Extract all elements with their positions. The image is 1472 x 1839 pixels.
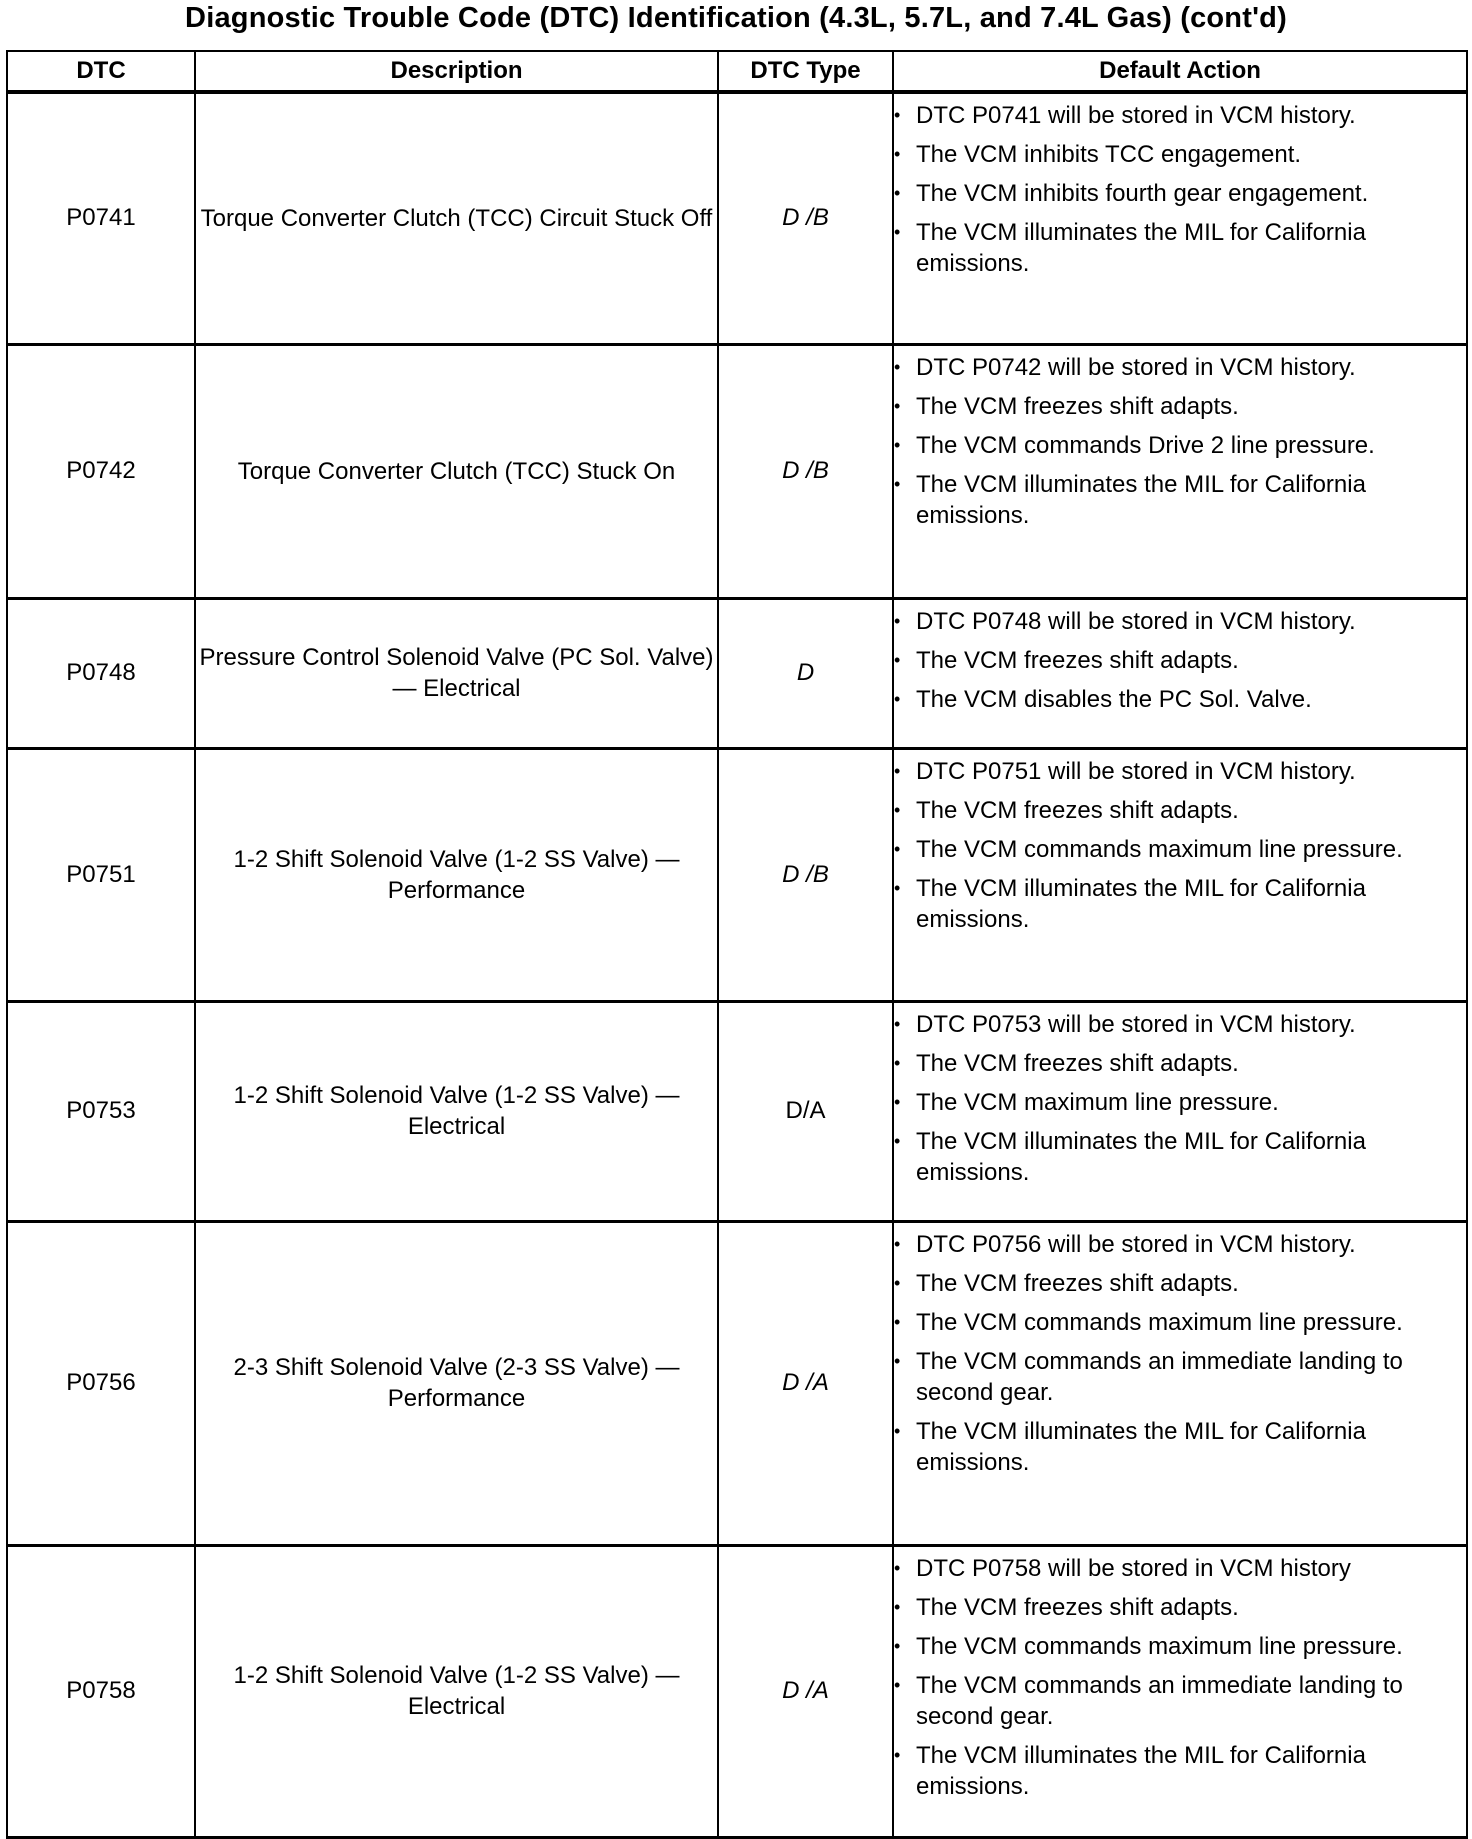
dtc-description: 1-2 Shift Solenoid Valve (1-2 SS Valve) — Performance — [195, 748, 718, 1001]
action-item: • The VCM freezes shift adapts. — [894, 645, 1466, 676]
dtc-type: D/A — [718, 1001, 893, 1221]
default-action — [893, 598, 1467, 748]
dtc-code: P0741 — [7, 92, 195, 344]
default-action — [893, 748, 1467, 1001]
action-item: • The VCM inhibits TCC engagement. — [894, 139, 1466, 170]
dtc-code: P0753 — [7, 1001, 195, 1221]
table-header-row — [7, 51, 1467, 92]
table-row — [7, 92, 1467, 344]
dtc-description: Torque Converter Clutch (TCC) Circuit Stuck Off — [195, 92, 718, 344]
table-row — [7, 748, 1467, 1001]
action-item: • The VCM commands an immediate landing to second gear. — [894, 1670, 1466, 1732]
header-description: Description — [195, 51, 718, 92]
action-list — [894, 352, 1466, 531]
action-item: • The VCM commands maximum line pressure. — [894, 834, 1466, 865]
action-item: • The VCM illuminates the MIL for California emissions. — [894, 1126, 1466, 1188]
action-item: • The VCM illuminates the MIL for California emissions. — [894, 1740, 1466, 1802]
action-list — [894, 1553, 1466, 1802]
action-item: • The VCM inhibits fourth gear engagement. — [894, 178, 1466, 209]
action-list — [894, 1009, 1466, 1188]
action-item: • The VCM freezes shift adapts. — [894, 1268, 1466, 1299]
action-item: • The VCM illuminates the MIL for California emissions. — [894, 469, 1466, 531]
header-dtc-type: DTC Type — [718, 51, 893, 92]
action-item: • The VCM freezes shift adapts. — [894, 1592, 1466, 1623]
table-row — [7, 1221, 1467, 1545]
dtc-code: P0751 — [7, 748, 195, 1001]
dtc-description: Pressure Control Solenoid Valve (PC Sol. Valve) — Electrical — [195, 598, 718, 748]
action-list — [894, 100, 1466, 279]
dtc-type: D /B — [718, 344, 893, 598]
dtc-type: D — [718, 598, 893, 748]
header-default-action: Default Action — [893, 51, 1467, 92]
table-row — [7, 1001, 1467, 1221]
action-item: • The VCM maximum line pressure. — [894, 1087, 1466, 1118]
action-item: • DTC P0756 will be stored in VCM history. — [894, 1229, 1466, 1260]
dtc-type: D /B — [718, 92, 893, 344]
dtc-type: D /A — [718, 1545, 893, 1837]
action-item: • The VCM commands an immediate landing to second gear. — [894, 1346, 1466, 1408]
action-list — [894, 606, 1466, 715]
default-action — [893, 1545, 1467, 1837]
default-action — [893, 1001, 1467, 1221]
action-item: • The VCM illuminates the MIL for California emissions. — [894, 1416, 1466, 1478]
dtc-type: D /A — [718, 1221, 893, 1545]
dtc-description: 1-2 Shift Solenoid Valve (1-2 SS Valve) — Electrical — [195, 1545, 718, 1837]
action-item: • The VCM freezes shift adapts. — [894, 795, 1466, 826]
table-row — [7, 1545, 1467, 1837]
action-item: • The VCM commands maximum line pressure. — [894, 1307, 1466, 1338]
action-item: • DTC P0748 will be stored in VCM history. — [894, 606, 1466, 637]
action-item: • The VCM commands maximum line pressure. — [894, 1631, 1466, 1662]
header-dtc: DTC — [7, 51, 195, 92]
action-list — [894, 1229, 1466, 1478]
dtc-code: P0758 — [7, 1545, 195, 1837]
action-item: • DTC P0758 will be stored in VCM history — [894, 1553, 1466, 1584]
action-item: • The VCM illuminates the MIL for California emissions. — [894, 873, 1466, 935]
action-item: • The VCM freezes shift adapts. — [894, 391, 1466, 422]
default-action — [893, 344, 1467, 598]
dtc-code: P0742 — [7, 344, 195, 598]
action-item: • The VCM commands Drive 2 line pressure. — [894, 430, 1466, 461]
dtc-code: P0748 — [7, 598, 195, 748]
action-item: • DTC P0753 will be stored in VCM history. — [894, 1009, 1466, 1040]
action-item: • The VCM freezes shift adapts. — [894, 1048, 1466, 1079]
page-title: Diagnostic Trouble Code (DTC) Identification (4.3L, 5.7L, and 7.4L Gas) (cont'd) — [185, 2, 1287, 34]
dtc-code: P0756 — [7, 1221, 195, 1545]
dtc-type: D /B — [718, 748, 893, 1001]
dtc-table — [6, 50, 1468, 1839]
table-row — [7, 344, 1467, 598]
default-action — [893, 92, 1467, 344]
default-action — [893, 1221, 1467, 1545]
action-list — [894, 756, 1466, 935]
dtc-description: Torque Converter Clutch (TCC) Stuck On — [195, 344, 718, 598]
dtc-description: 1-2 Shift Solenoid Valve (1-2 SS Valve) — Electrical — [195, 1001, 718, 1221]
table-row — [7, 598, 1467, 748]
action-item: • The VCM illuminates the MIL for California emissions. — [894, 217, 1466, 279]
action-item: • DTC P0742 will be stored in VCM history. — [894, 352, 1466, 383]
action-item: • DTC P0741 will be stored in VCM history. — [894, 100, 1466, 131]
action-item: • DTC P0751 will be stored in VCM history. — [894, 756, 1466, 787]
dtc-description: 2-3 Shift Solenoid Valve (2-3 SS Valve) — Performance — [195, 1221, 718, 1545]
action-item: • The VCM disables the PC Sol. Valve. — [894, 684, 1466, 715]
